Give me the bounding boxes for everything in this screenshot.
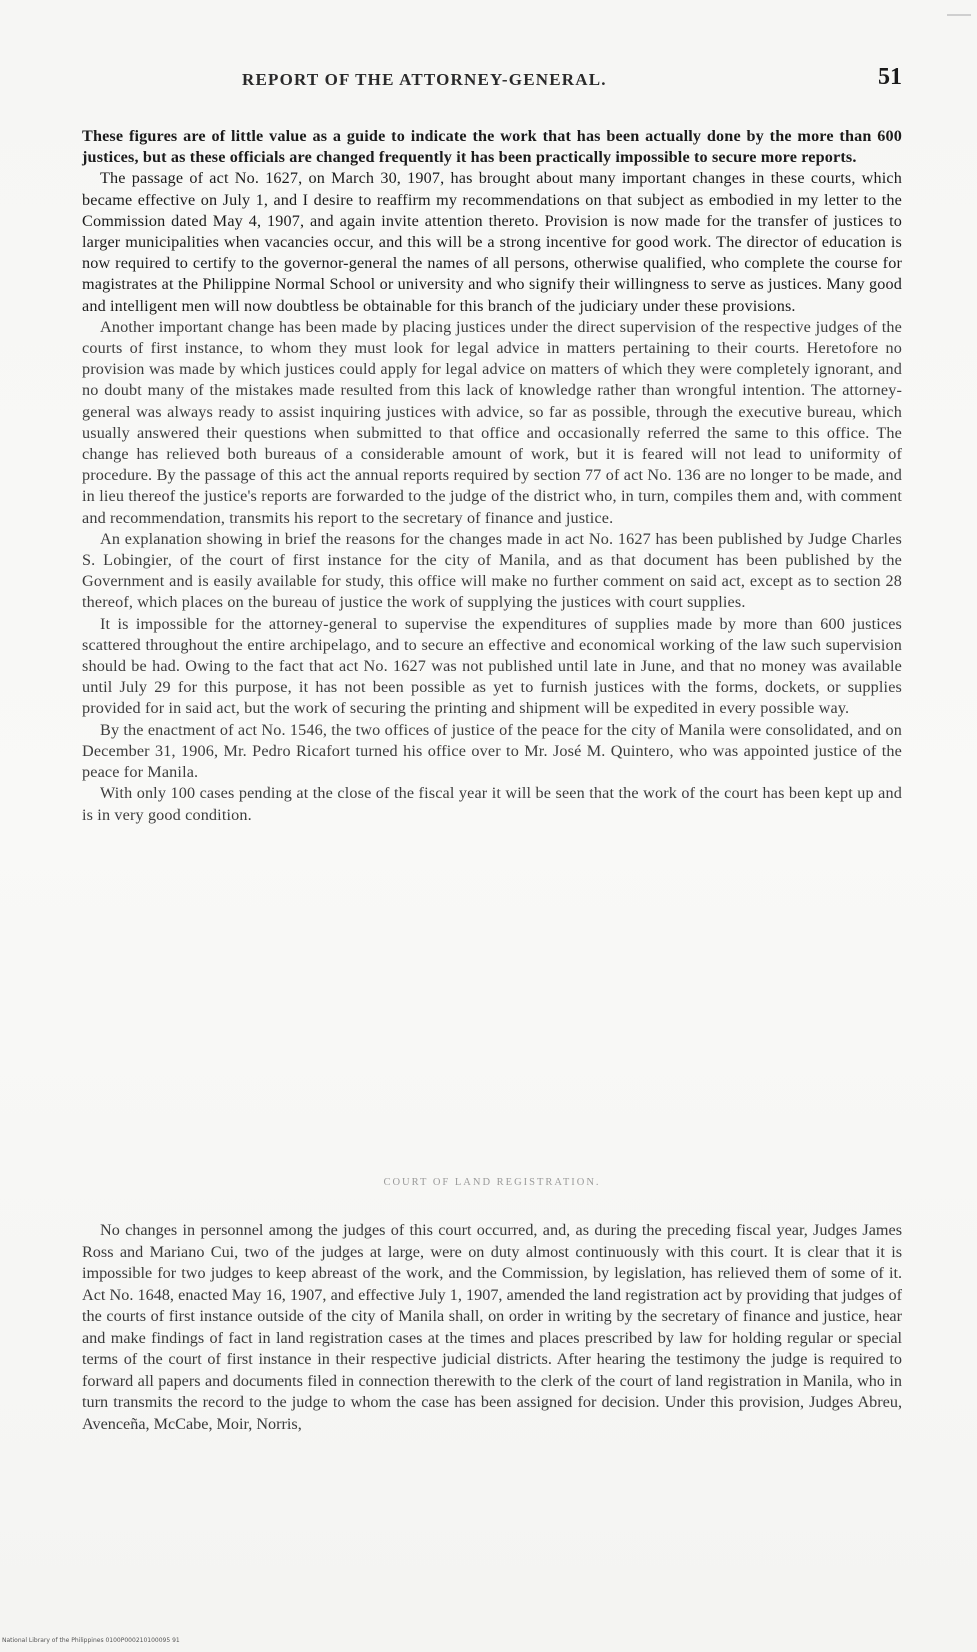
paragraph-supplies: It is impossible for the attorney-general to supervise the expenditures of supplies made by more than 600 justices scattered throughout the entire archipelago, and to secure an effective and economical working of the law such supervision should be had. Owing to the fact that act No. 1627 was not published until late in June, and that no money was available until July 29 for this purpose, it has not been possible as yet to furnish justices with the forms, dockets, or supplies provided for in said act, but the work of securing the printing and shipment will be expedited in every possible way. bbox=[82, 614, 902, 718]
running-head: REPORT OF THE ATTORNEY-GENERAL. bbox=[242, 70, 607, 89]
section-body bbox=[82, 1220, 902, 1435]
section-heading: COURT OF LAND REGISTRATION. bbox=[383, 1177, 601, 1188]
paragraph-land-registration: No changes in personnel among the judges of this court occurred, and, as during the preceding fiscal year, Judges James Ross and Mariano Cui, two of the judges at large, were on duty almost continuously with this court. It is clear that it is impossible for two judges to keep abreast of the work, and the Commission, by legislation, has relieved them of some of it. Act No. 1648, enacted May 16, 1907, and effective July 1, 1907, amended the land registration act by providing that judges of the courts of first instance outside of the city of Manila shall, on order in writing by the secretary of finance and justice, hear and make findings of fact in land registration cases at the times and places prescribed by law for holding regular or special terms of the court of first instance in their respective judicial districts. After hearing the testimony the judge is required to forward all papers and documents filed in connection therewith to the clerk of the court of land registration in Manila, who in turn transmits the record to the judge to whom the case has been assigned for decision. Under this provision, Judges Abreu, Avenceña, McCabe, Moir, Norris, bbox=[82, 1221, 902, 1433]
page-header bbox=[82, 66, 902, 96]
paragraph-figures: These figures are of little value as a guide to indicate the work that has been actually done by the more than 600 justices, but as these officials are changed frequently it has been practically impossible to secure more reports. bbox=[82, 127, 902, 167]
scan-edge-mark bbox=[947, 14, 971, 16]
library-credit: National Library of the Philippines 0100P000210100095 91 bbox=[2, 1637, 180, 1644]
paragraph-explanation: An explanation showing in brief the reasons for the changes made in act No. 1627 has been published by Judge Charles S. Lobingier, of the court of first instance for the city of Manila, and as that document has been published by the Government and is easily available for study, this office will make no further comment on said act, except as to section 28 thereof, which places on the bureau of justice the work of supplying the justices with court supplies. bbox=[82, 529, 902, 612]
paragraph-act-1546: By the enactment of act No. 1546, the two offices of justice of the peace for the city of Manila were consolidated, and on December 31, 1906, Mr. Pedro Ricafort turned his office over to Mr. José M. Quintero, who was appointed justice of the peace for Manila. bbox=[82, 720, 902, 782]
paragraph-act-1627: The passage of act No. 1627, on March 30, 1907, has brought about many important changes in these courts, which became effective on July 1, and I desire to reaffirm my recommendations on that subject as embodied in my letter to the Commission dated May 4, 1907, and again invite attention thereto. Provision is now made for the transfer of justices to larger municipalities when vacancies occur, and this will be a strong incentive for good work. The director of education is now required to certify to the governor-general the names of all persons, otherwise qualified, who complete the course for magistrates at the Philippine Normal School or university and who signify their willingness to serve as justices. Many good and intelligent men will now doubtless be obtainable for this branch of the judiciary under these provisions. bbox=[82, 169, 902, 315]
paragraph-supervision: Another important change has been made by placing justices under the direct supervision of the respective judges of the courts of first instance, to whom they must look for legal advice in matters pertaining to their courts. Heretofore no provision was made by which justices could apply for legal advice on matters of which they were completely ignorant, and no doubt many of the mistakes made resulted from this lack of knowledge rather than wrongful intention. The attorney-general was always ready to assist inquiring justices with advice, so far as possible, through the executive bureau, which usually answered their questions when submitted to that office and occasionally referred the same to this office. The change has relieved both bureaus of a considerable amount of work, but it is feared will not lead to uniformity of procedure. By the passage of this act the annual reports required by section 77 of act No. 136 are no longer to be made, and in lieu thereof the justice's reports are forwarded to the judge of the district who, in turn, compiles them and, with comment and recommendation, transmits his report to the secretary of finance and justice. bbox=[82, 317, 902, 527]
report-body bbox=[82, 126, 902, 826]
page-number: 51 bbox=[878, 64, 902, 90]
paragraph-pending-cases: With only 100 cases pending at the close of the fiscal year it will be seen that the work of the court has been kept up and is in very good condition. bbox=[82, 784, 902, 824]
